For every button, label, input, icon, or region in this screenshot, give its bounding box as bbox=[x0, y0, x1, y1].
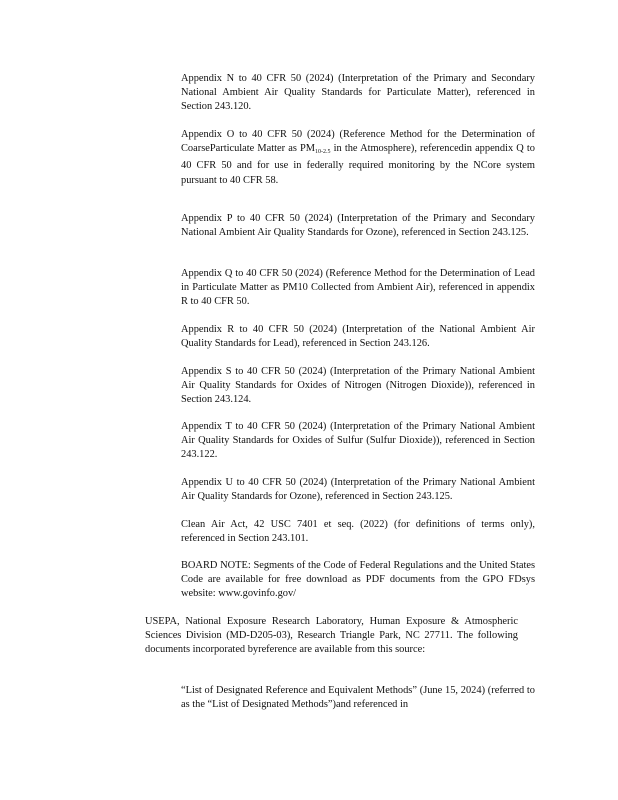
paragraph-appendix-p bbox=[181, 212, 535, 240]
paragraph-text: Clean Air Act, 42 USC 7401 et seq. (2022) (for definitions of terms only), referenced in Section 243.101. bbox=[181, 519, 535, 545]
paragraph-text: BOARD NOTE: Segments of the Code of Federal Regulations and the United States Code are available for free download as PDF documents from the GPO FDsys website: www.govinfo.gov/ bbox=[181, 560, 535, 600]
paragraph-text: Appendix Q to 40 CFR 50 (2024) (Reference Method for the Determination of Lead in Particulate Matter as PM10 Collected from Ambient Air), referenced in appendix R to 40 CFR 50. bbox=[181, 268, 535, 308]
paragraph-text: Appendix U to 40 CFR 50 (2024) (Interpretation of the Primary National Ambient Air Quality Standards for Ozone), referenced in Section 243.125. bbox=[181, 477, 535, 503]
paragraph-appendix-s bbox=[181, 365, 535, 408]
paragraph-appendix-r bbox=[181, 323, 535, 351]
subscript-text: 10-2.5 bbox=[315, 149, 331, 156]
paragraph-appendix-u bbox=[181, 476, 535, 504]
paragraph-text: Appendix N to 40 CFR 50 (2024) (Interpretation of the Primary and Secondary National Ambient Air Quality Standards for Particulate Matter), referenced in Section 243.120. bbox=[181, 73, 535, 113]
paragraph-appendix-t bbox=[181, 420, 535, 463]
paragraph-clean-air-act bbox=[181, 518, 535, 546]
paragraph-text: “List of Designated Reference and Equivalent Methods” (June 15, 2024) (referred to as the “List of Designated Methods”)and referenced in bbox=[181, 685, 535, 711]
paragraph-usepa-source bbox=[145, 615, 518, 658]
paragraph-board-note bbox=[181, 559, 535, 602]
paragraph-text: Appendix T to 40 CFR 50 (2024) (Interpretation of the Primary National Ambient Air Quality Standards for Oxides of Sulfur (Sulfur Dioxide)), referenced in Section 243.122. bbox=[181, 421, 535, 461]
paragraph-text: in the Atmosphere), referencedin appendix Q to 40 CFR 50 and for use in federally required monitoring by the NCore system pursuant to 40 CFR 58. bbox=[181, 143, 535, 186]
paragraph-text: Appendix P to 40 CFR 50 (2024) (Interpretation of the Primary and Secondary National Ambient Air Quality Standards for Ozone), referenced in Section 243.125. bbox=[181, 213, 535, 239]
paragraph-list-of-designated-methods bbox=[181, 684, 535, 712]
paragraph-appendix-o bbox=[181, 128, 535, 188]
paragraph-text: Appendix S to 40 CFR 50 (2024) (Interpretation of the Primary National Ambient Air Quality Standards for Oxides of Nitrogen (Nitrogen Dioxide)), referenced in Section 243.124. bbox=[181, 366, 535, 406]
paragraph-appendix-q bbox=[181, 267, 535, 310]
paragraph-text: Appendix O to 40 CFR 50 (2024) (Reference Method for the Determination of CoarseParticulate Matter as PM bbox=[181, 129, 535, 155]
paragraph-text: USEPA, National Exposure Research Laboratory, Human Exposure & Atmospheric Sciences Division (MD-D205-03), Research Triangle Park, NC 27711. The following documents incorporated byreference are available from this source: bbox=[145, 616, 518, 656]
paragraph-appendix-n bbox=[181, 72, 535, 115]
paragraph-text: Appendix R to 40 CFR 50 (2024) (Interpretation of the National Ambient Air Quality Standards for Lead), referenced in Section 243.126. bbox=[181, 324, 535, 350]
